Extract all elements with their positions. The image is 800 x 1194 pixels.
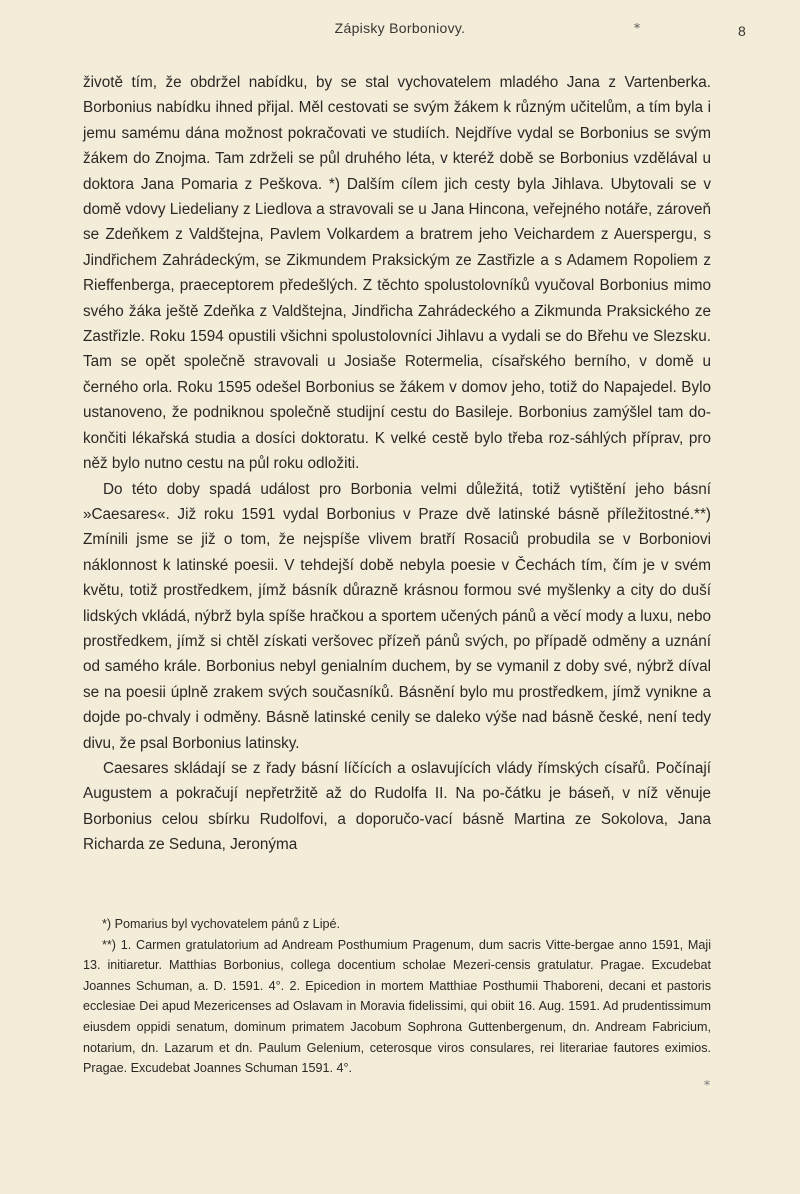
footnotes (83, 914, 711, 1079)
header-asterisk-mark: * (634, 21, 640, 35)
footnote: **) 1. Carmen gratulatorium ad Andream Posthumium Pragenum, dum sacris Vitte-bergae anno 1591, Maji 13. initiaretur. Matthias Borbonius, collega docentium scholae Mezeri-censis gratulatur. Pragae. Excudebat Joannes Schuman, a. D. 1591. 4°. 2. Epicedion in mortem Matthiae Posthumii Thaboreni, decani et pastoris ecclesiae Dei apud Mezericenses ad Oslavam in Moravia fidelissimi, qui obiit 16. Aug. 1591. Ad prudentissimum eiusdem oppidi senatum, dominum primatem Jacobum Sophrona Guttenbergenum, dn. Andream Fabricium, notarium, dn. Lazarum et dn. Paulum Gelenium, ceterosque viros consulares, rei literariae fautores eximios. Pragae. Excudebat Joannes Schuman 1591. 4°. (83, 937, 711, 1076)
running-title: Zápisky Borboniovy. (334, 20, 466, 36)
paragraph: životě tím, že obdržel nabídku, by se stal vychovatelem mladého Jana z Vartenberka. Borbonius nabídku ihned přijal. Měl cestovati se svým žákem k různým učitelům, a tím byla i jemu samému dána možnost pokračovati ve studiích. Nejdříve vydal se Borbonius se svým žákem do Znojma. Tam zdrželi se půl druhého léta, v kteréž době se Borbonius vzdělával u doktora Jana Pomaria z Peškova. *) Dalším cílem jich cesty byla Jihlava. Ubytovali se v domě vdovy Liedeliany z Liedlova a stravovali se u Jana Hincona, veřejného notáře, zároveň se Zdeňkem z Valdštejna, Pavlem Volkardem a bratrem jeho Veichardem z Auerspergu, s Jindřichem Zahrádeckým, se Zikmundem Praksickým ze Zastřizle a s Adamem Ropoliem z Rieffenberga, praeceptorem předešlých. Z těchto spolustolovníků vyučoval Borbonius mimo svého žáka ještě Zdeňka z Valdštejna, Jindřicha Zahrádeckého a Zikmunda Praksického ze Zastřizle. Roku 1594 opustili všichni spolustolovníci Jihlavu a vydali se do Břehu ve Slezsku. Tam se opět společně stravovali u Josiaše Rotermelia, císařského berního, v domě u černého orla. Roku 1595 odešel Borbonius se žákem v domov jeho, totiž do Napajedel. Bylo ustanoveno, že podniknou společně studijní cestu do Basileje. Borbonius zamýšlel tam do-končiti lékařská studia a dosíci doktoratu. K velké cestě bylo třeba roz-sáhlých příprav, pro něž bylo nutno cestu na půl roku odložiti. (83, 74, 711, 473)
paragraph: Caesares skládají se z řady básní líčících a oslavujících vlády římských císařů. Počínají Augustem a pokračují nepřetržitě až do Rudolfa II. Na po-čátku je báseň, v níž věnuje Borbonius celou sbírku Rudolfovi, a doporučo-vací básně Martina ze Sokolova, Jana Richarda ze Seduna, Jeronýma (83, 759, 711, 854)
paragraph: Do této doby spadá událost pro Borbonia velmi důležitá, totiž vytištění jeho básní »Caesares«. Již roku 1591 vydal Borbonius v Praze dvě latinské básně příležitostné.**) Zmínili jsme se již o tom, že nejspíše vlivem bratří Rosaciů probudila se v Borboniovi náklonnost k latinské poesii. V tehdejší době nebyla poesie v Čechách tím, čím je v svém květu, totiž prostředkem, jímž básník důrazně krásnou formou své myšlenky a city do duší lidských vkládá, nýbrž byla spíše hračkou a sportem učených pánů a věcí mody a luxu, nebo prostředkem, jímž si chtěl získati veršovec přízeň pánů svých, po případě odměny a uznání od samého krále. Borbonius nebyl genialním duchem, by se vymanil z doby své, nýbrž díval se na poesii úplně zrakem svých současníků. Básnění bylo mu prostředkem, jímž vynikne a dojde po-chvaly i odměny. Básně latinské cenily se daleko výše nad básně české, není tedy divu, že psal Borbonius latinsky. (83, 480, 711, 752)
main-text (83, 70, 711, 858)
page-number: 8 (738, 23, 746, 39)
footnote: *) Pomarius byl vychovatelem pánů z Lipé. (102, 917, 340, 931)
bottom-asterisk-mark: * (704, 1078, 710, 1092)
page-header (0, 20, 800, 44)
